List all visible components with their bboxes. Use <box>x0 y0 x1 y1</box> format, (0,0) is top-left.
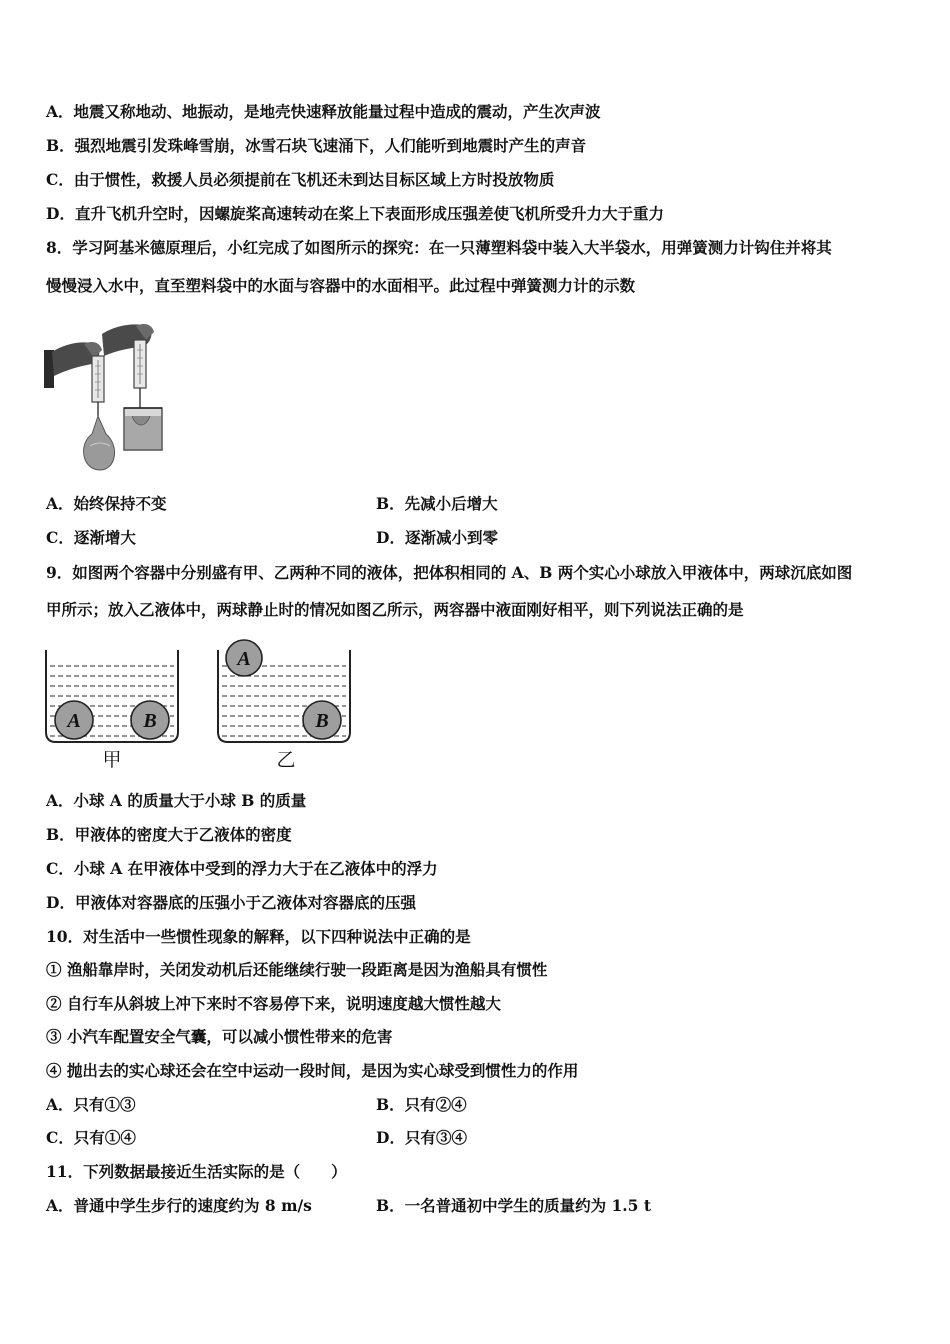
q10-option-b: B．只有②④ <box>376 1095 467 1114</box>
q7-option-c: C．由于惯性，救援人员必须提前在飞机还未到达目标区域上方时投放物质 <box>46 170 555 189</box>
q9-option-c: C．小球 A 在甲液体中受到的浮力大于在乙液体中的浮力 <box>46 859 438 878</box>
q9-option-d: D．甲液体对容器底的压强小于乙液体对容器底的压强 <box>46 893 416 912</box>
q8-stem-line1: 8．学习阿基米德原理后，小红完成了如图所示的探究：在一只薄塑料袋中装入大半袋水，用弹簧测力计钩住并将其 <box>46 238 832 257</box>
q8-option-b: B．先减小后增大 <box>376 494 498 513</box>
q11-stem: 11．下列数据最接近生活实际的是（ ） <box>46 1162 347 1181</box>
q10-option-c: C．只有①④ <box>46 1128 136 1147</box>
q8-option-c: C．逐渐增大 <box>46 528 136 547</box>
ball-a-label: A <box>67 710 81 732</box>
q10-statement-4: ④ 抛出去的实心球还会在空中运动一段时间，是因为实心球受到惯性力的作用 <box>46 1061 579 1080</box>
q11-option-a: A．普通中学生步行的速度约为 8 m/s <box>46 1196 312 1215</box>
figure-label-jia: 甲 <box>102 749 122 771</box>
q7-option-a: A．地震又称地动、地振动，是地壳快速释放能量过程中造成的震动，产生次声波 <box>46 102 601 121</box>
q9-option-b: B．甲液体的密度大于乙液体的密度 <box>46 825 292 844</box>
q9-stem-line2: 甲所示；放入乙液体中，两球静止时的情况如图乙所示，两容器中液面刚好相平，则下列说法正确的是 <box>46 600 744 619</box>
ball-a-label: A <box>237 648 251 670</box>
container-yi-figure <box>214 634 356 772</box>
q10-statement-1: ① 渔船靠岸时，关闭发动机后还能继续行驶一段距离是因为渔船具有惯性 <box>46 960 548 979</box>
q10-option-d: D．只有③④ <box>376 1128 467 1147</box>
ball-b-label: B <box>143 710 157 732</box>
q9-stem-line1: 9．如图两个容器中分别盛有甲、乙两种不同的液体，把体积相同的 A、B 两个实心小球放入甲液体中，两球沉底如图 <box>46 563 853 582</box>
ball-b-label: B <box>315 710 329 732</box>
container-jia-figure <box>42 644 184 772</box>
q8-stem-line2: 慢慢浸入水中，直至塑料袋中的水面与容器中的水面相平。此过程中弹簧测力计的示数 <box>46 276 636 295</box>
figure-label-yi: 乙 <box>276 749 296 771</box>
q11-option-b: B．一名普通初中学生的质量约为 1.5 t <box>376 1196 652 1215</box>
spring-scale-figure <box>44 316 174 474</box>
q10-stem: 10．对生活中一些惯性现象的解释，以下四种说法中正确的是 <box>46 927 471 946</box>
q7-option-d: D．直升飞机升空时，因螺旋桨高速转动在桨上下表面形成压强差使飞机所受升力大于重力 <box>46 204 664 223</box>
q8-option-d: D．逐渐减小到零 <box>376 528 498 547</box>
q7-option-b: B．强烈地震引发珠峰雪崩，冰雪石块飞速涌下，人们能听到地震时产生的声音 <box>46 136 587 155</box>
q10-statement-3: ③ 小汽车配置安全气囊，可以减小惯性带来的危害 <box>46 1027 393 1046</box>
q10-option-a: A．只有①③ <box>46 1095 136 1114</box>
q9-option-a: A．小球 A 的质量大于小球 B 的质量 <box>46 791 307 810</box>
q8-option-a: A．始终保持不变 <box>46 494 167 513</box>
q10-statement-2: ② 自行车从斜坡上冲下来时不容易停下来，说明速度越大惯性越大 <box>46 994 501 1013</box>
